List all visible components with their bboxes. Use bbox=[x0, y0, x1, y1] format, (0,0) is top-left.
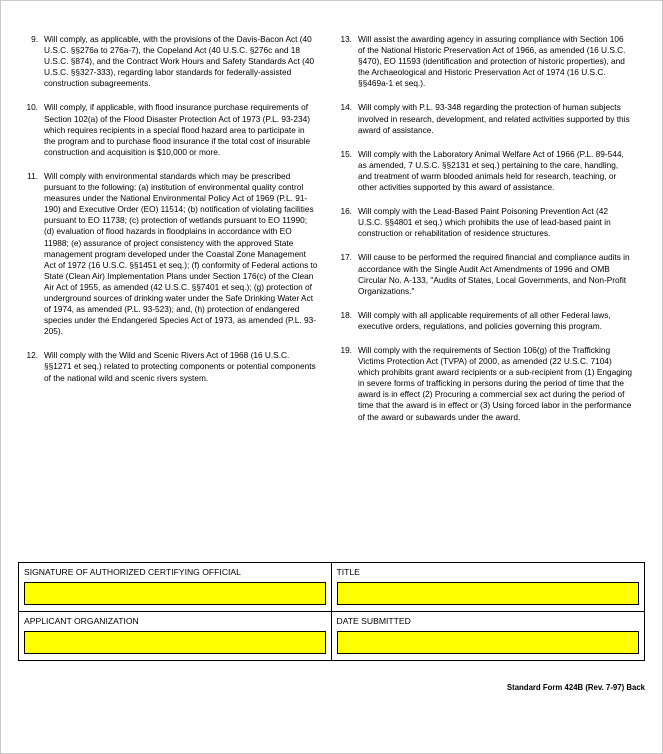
date-submitted-input[interactable] bbox=[337, 631, 640, 654]
assurance-number: 17. bbox=[340, 252, 352, 263]
assurance-text: Will cause to be performed the required financial and compliance audits in accordance with the Single Audit Act Amendments of 1996 and OMB Circular No. A-133, "Audits of States, Local Governments, and Non-Profit Organizations." bbox=[358, 252, 630, 296]
assurance-number: 13. bbox=[340, 34, 352, 44]
assurances-right-column bbox=[336, 34, 632, 436]
assurance-text: Will comply with environmental standards which may be prescribed pursuant to the following: (a) institution of environmental quality control measures under the National Environmental Policy Act of 1969 (P.L. 91-190) and Executive Order (EO) 11514; (b) notification of violating facilities pursuant to EO 11738; (c) protection of wetlands pursuant to EO 11990; (d) evaluation of flood hazards in floodplains in accordance with EO 11988; (e) assurance of project consistency with the approved State management program developed under the Coastal Zone Management Act of 1972 (16 U.S.C. §§1451 et seq.); (f) conformity of Federal actions to State (Clean Air) Implementation Plans under Section 176(c) of the Clean Air Act of 1955, as amended (42 U.S.C. §§7401 et seq.); (g) protection of underground sources of drinking water under the Safe Drinking Water Act of 1974, as amended (P.L. 93-523); and, (h) protection of endangered species under the Endangered Species Act of 1973, as amended (P.L. 93-205). bbox=[44, 170, 318, 337]
title-input[interactable] bbox=[337, 582, 640, 605]
assurance-number: 11. bbox=[27, 170, 38, 181]
assurance-number: 14. bbox=[340, 102, 352, 113]
assurance-number: 12. bbox=[26, 350, 38, 361]
assurance-number: 16. bbox=[340, 206, 352, 217]
assurance-number: 18. bbox=[340, 309, 352, 320]
organization-input[interactable] bbox=[24, 631, 326, 654]
assurance-item bbox=[336, 345, 632, 423]
assurance-item bbox=[336, 102, 632, 135]
assurances-columns bbox=[22, 34, 642, 436]
signature-cell bbox=[19, 563, 332, 611]
assurance-text: Will comply, as applicable, with the provisions of the Davis-Bacon Act (40 U.S.C. §§276a to 276a-7), the Copeland Act (40 U.S.C. §276c and 18 U.S.C. §874), and the Contract Work Hours and Safety Standards Act (40 U.S.C. §§327-333), regarding labor standards for federally-assisted construction subagreements. bbox=[44, 34, 315, 89]
assurance-text: Will comply with the Laboratory Animal Welfare Act of 1966 (P.L. 89-544, as amended, 7 U.S.C. §§2131 et seq.) pertaining to the care, handling, and treatment of warm blooded animals held for research, teaching, or other activities supported by this award of assistance. bbox=[358, 148, 624, 193]
assurance-text: Will comply, if applicable, with flood insurance purchase requirements of Section 102(a) of the Flood Disaster Protection Act of 1973 (P.L. 93-234) which requires recipients in a special flood hazard area to participate in the program and to purchase flood insurance if the total cost of insurable construction and acquisition is $10,000 or more. bbox=[44, 102, 311, 157]
assurance-number: 9. bbox=[31, 34, 38, 44]
assurance-item bbox=[22, 171, 318, 337]
title-label: TITLE bbox=[336, 567, 360, 577]
date-submitted-label: DATE SUBMITTED bbox=[336, 616, 411, 626]
assurance-text: Will comply with the Lead-Based Paint Poisoning Prevention Act (42 U.S.C. §§4801 et seq.) which prohibits the use of lead-based paint in construction or rehabilitation of residence structures. bbox=[358, 206, 611, 239]
signature-input[interactable] bbox=[24, 582, 326, 605]
assurance-text: Will assist the awarding agency in assuring compliance with Section 106 of the National Historic Preservation Act of 1966, as amended (16 U.S.C. §470), EO 11593 (identification and protection of historic properties), and the Archaeological and Historic Preservation Act of 1974 (16 U.S.C. §§469a-1 et seq.). bbox=[358, 34, 626, 89]
organization-cell bbox=[19, 612, 332, 660]
assurance-item bbox=[336, 310, 632, 332]
assurance-item bbox=[22, 350, 318, 383]
assurance-item bbox=[22, 34, 318, 89]
assurance-item bbox=[336, 34, 632, 89]
assurance-item bbox=[336, 252, 632, 296]
assurance-number: 10. bbox=[26, 102, 38, 113]
signature-block bbox=[18, 562, 645, 661]
signature-row-top bbox=[19, 563, 644, 612]
assurance-item bbox=[22, 102, 318, 157]
title-cell bbox=[332, 563, 645, 611]
assurance-text: Will comply with the Wild and Scenic Rivers Act of 1968 (16 U.S.C. §§1271 et seq.) related to protecting components or potential components of the national wild and scenic rivers system. bbox=[44, 350, 316, 383]
assurances-left-column bbox=[22, 34, 318, 436]
form-footer: Standard Form 424B (Rev. 7-97) Back bbox=[506, 683, 645, 692]
date-submitted-cell bbox=[332, 612, 645, 660]
assurance-number: 15. bbox=[340, 148, 352, 159]
assurance-text: Will comply with all applicable requirements of all other Federal laws, executive orders, regulations, and policies governing this program. bbox=[358, 309, 611, 331]
signature-label: SIGNATURE OF AUTHORIZED CERTIFYING OFFICIAL bbox=[24, 567, 241, 577]
assurance-item bbox=[336, 206, 632, 239]
assurance-text: Will comply with the requirements of Section 106(g) of the Trafficking Victims Protection Act (TVPA) of 2000, as amended (22 U.S.C. 7104) which prohibits grant award recipients or a sub-recipient from (1) Engaging in severe forms of trafficking in persons during the period of time that the award is in effect (2) Procuring a commercial sex act during the period of time that the award is in effect or (3) Using forced labor in the performance of the award or subawards under the award. bbox=[358, 344, 632, 422]
assurance-text: Will comply with P.L. 93-348 regarding the protection of human subjects involved in research, development, and related activities supported by this award of assistance. bbox=[358, 102, 630, 135]
organization-label: APPLICANT ORGANIZATION bbox=[24, 616, 139, 626]
assurance-number: 19. bbox=[340, 344, 352, 355]
assurance-item bbox=[336, 149, 632, 193]
signature-row-bottom bbox=[19, 612, 644, 660]
